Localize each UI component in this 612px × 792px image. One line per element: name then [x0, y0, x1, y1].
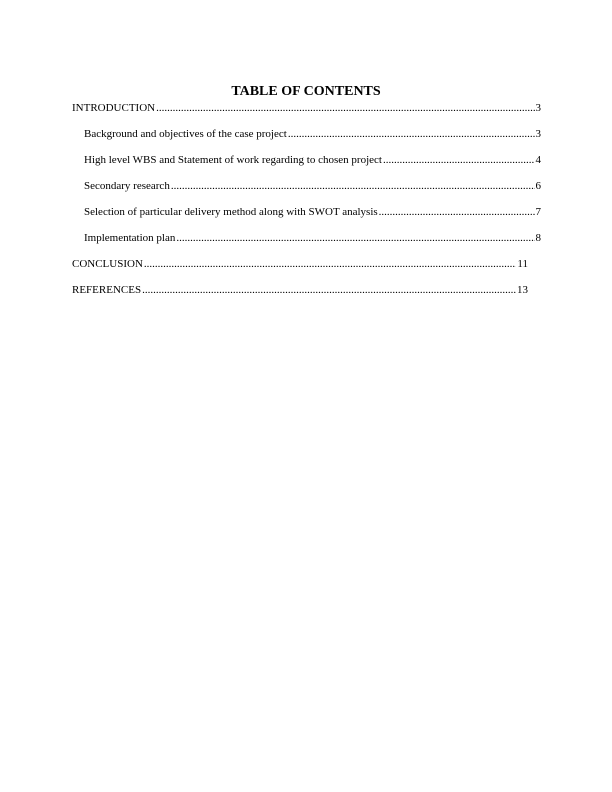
- toc-leader-dots: [142, 283, 516, 297]
- toc-entry-label: Selection of particular delivery method along with SWOT analysis: [84, 206, 378, 218]
- toc-entry-page: 6: [535, 180, 541, 192]
- toc-entry-implementation-plan[interactable]: [72, 231, 541, 245]
- toc-entry-wbs-statement-of-work[interactable]: [72, 153, 541, 167]
- toc-entry-label: INTRODUCTION: [72, 102, 156, 114]
- toc-title: TABLE OF CONTENTS: [231, 84, 381, 99]
- toc-entry-label: CONCLUSION: [72, 258, 143, 270]
- toc-entry-label: High level WBS and Statement of work regarding to chosen project: [84, 154, 382, 166]
- toc-entry-delivery-method-swot[interactable]: [72, 205, 541, 219]
- toc-entry-page: 13: [517, 284, 528, 296]
- toc-entry-page: 8: [535, 232, 541, 244]
- toc-entry-page: 7: [535, 206, 541, 218]
- toc-entry-label: Background and objectives of the case project: [84, 128, 287, 140]
- toc-entry-introduction[interactable]: [72, 101, 541, 115]
- toc-entry-page: 11: [517, 258, 528, 270]
- toc-leader-dots: [156, 101, 534, 115]
- toc-leader-dots: [288, 127, 535, 141]
- toc-entry-references[interactable]: [72, 283, 528, 297]
- toc-entry-page: 3: [535, 102, 541, 114]
- toc-entry-page: 4: [535, 154, 541, 166]
- toc-list: [72, 101, 541, 297]
- toc-leader-dots: [171, 179, 535, 193]
- toc-entry-label: REFERENCES: [72, 284, 142, 296]
- toc-leader-dots: [176, 231, 534, 245]
- toc-entry-label: Secondary research: [84, 180, 170, 192]
- toc-entry-label: Implementation plan: [84, 232, 176, 244]
- toc-leader-dots: [144, 257, 517, 271]
- toc-entry-conclusion[interactable]: [72, 257, 528, 271]
- toc-entry-secondary-research[interactable]: [72, 179, 541, 193]
- toc-entry-page: 3: [535, 128, 541, 140]
- toc-leader-dots: [383, 153, 535, 167]
- toc-entry-background-objectives[interactable]: [72, 127, 541, 141]
- toc-leader-dots: [379, 205, 535, 219]
